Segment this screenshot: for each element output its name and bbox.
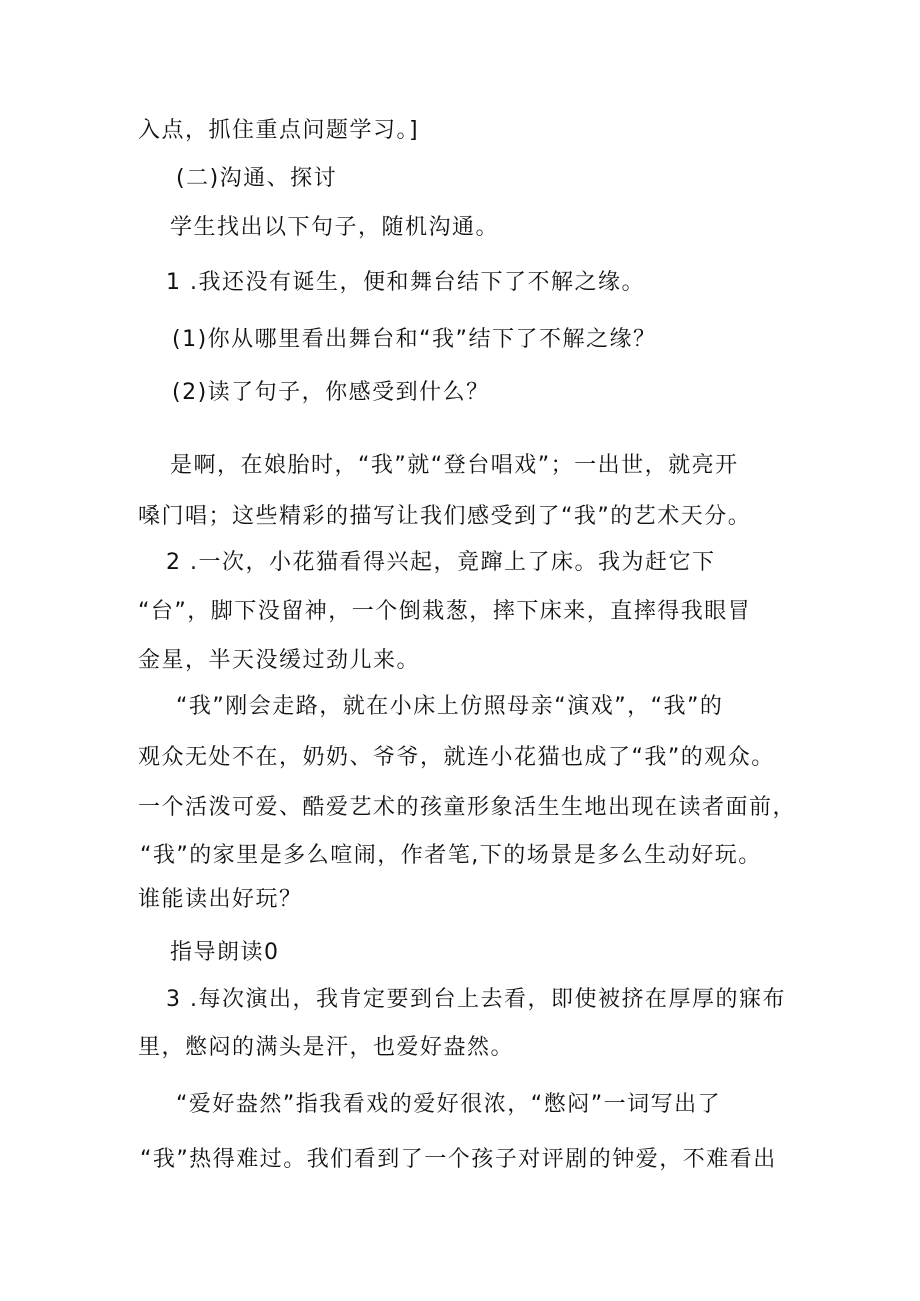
section-heading: (二)沟通、探讨 [176,166,338,191]
text-line-7: 是啊，在娘胎时，“我”就“登台唱戏”；一出世，就亮开 [170,453,739,478]
text-line-20: “爱好盎然”指我看戏的爱好很浓，“憋闷”一词写出了 [176,1092,722,1117]
text-line-13: 观众无处不在，奶奶、爷爷，就连小花猫也成了“我”的观众。 [138,745,775,770]
text-line-16: 谁能读出好玩？ [138,887,303,912]
quote-2: 2 .一次，小花猫看得兴起，竟蹿上了床。我为赶它下 [166,550,716,575]
question-2: (2)读了句子，你感受到什么？ [172,380,490,405]
text-line-3: 学生找出以下句子，随机沟通。 [170,215,500,240]
text-line-1: 入点，抓住重点问题学习。] [138,118,420,143]
text-line-14: 一个活泼可爱、酷爱艺术的孩童形象活生生地出现在读者面前， [138,795,797,820]
text-line-15: “我”的家里是多么喧闹，作者笔,下的场景是多么生动好玩。 [140,843,762,868]
text-line-12: “我”刚会走路，就在小床上仿照母亲“演戏”，“我”的 [176,694,724,719]
question-1: (1)你从哪里看出舞台和“我”结下了不解之缘？ [172,327,657,352]
text-line-11: 金星，半天没缓过劲儿来。 [138,648,421,673]
text-line-19: 里，憋闷的满头是汗，也爱好盎然。 [138,1035,515,1060]
text-line-17: 指导朗读0 [170,940,280,965]
text-line-8: 嗓门唱；这些精彩的描写让我们感受到了“我”的艺术天分。 [138,504,752,529]
text-line-10: “台”，脚下没留神，一个倒栽葱，摔下床来，直摔得我眼冒 [138,599,752,624]
quote-3: 3 .每次演出，我肯定要到台上去看，即使被挤在厚厚的寐布 [166,987,786,1012]
quote-1: 1 .我还没有诞生，便和舞台结下了不解之缘。 [166,270,645,295]
text-line-21: “我”热得难过。我们看到了一个孩子对评剧的钟爱，不难看出 [140,1147,777,1172]
